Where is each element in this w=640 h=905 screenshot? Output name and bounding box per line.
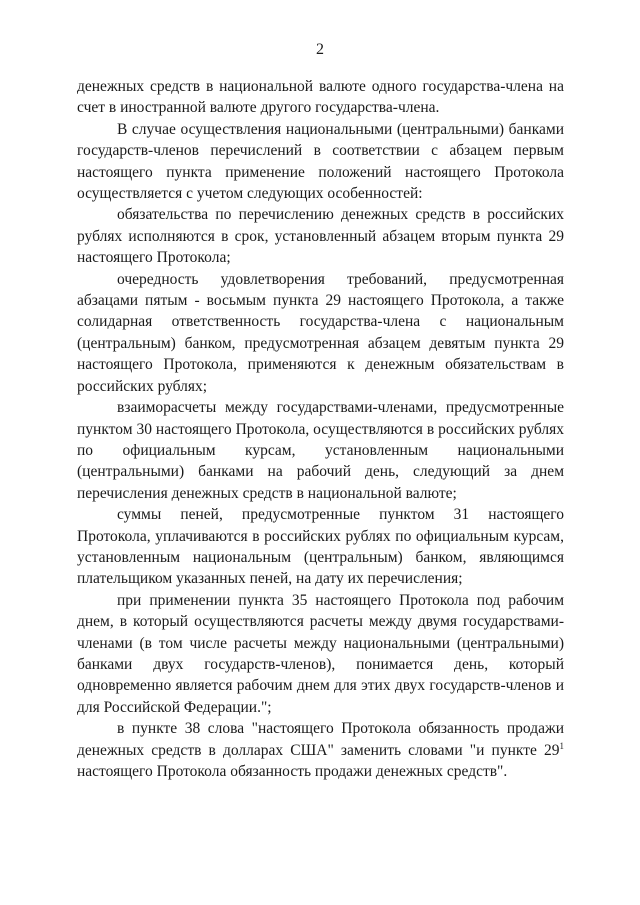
amendment-text-end: настоящего Протокола обязанность продажи денежных средств". bbox=[77, 763, 508, 780]
page-number: 2 bbox=[316, 41, 324, 58]
paragraph-item: при применении пункта 35 настоящего Протокола под рабочим днем, в который осуществляются расчеты между двумя государствами-членами (в том числе расчеты между национальными (центральными) банками двух государств-членов), понимается день, который одновременно является рабочим днем для этих двух государств-членов и для Российской Федерации."; bbox=[77, 591, 564, 716]
paragraph-intro: В случае осуществления национальными (центральными) банками государств-членов перечислений в соответствии с абзацем первым настоящего пункта применение положений настоящего Протокола осуществляется с учетом следующих особенностей: bbox=[77, 120, 564, 203]
paragraph-item: взаиморасчеты между государствами-членами, предусмотренные пунктом 30 настоящего Протокола, осуществляются в российских рублях по официальным курсам, установленным национальными (центральными) банками на рабочий день, следующий за днем перечисления денежных средств в национальной валюте; bbox=[77, 399, 564, 502]
paragraph-item: обязательства по перечислению денежных средств в российских рублях исполняются в срок, установленный абзацем вторым пункта 29 настоящего Протокола; bbox=[77, 206, 564, 267]
amendment-text-start: в пункте 38 слова "настоящего Протокола обязанность продажи денежных средств в долларах США" заменить словами "и пункте 29 bbox=[77, 720, 564, 759]
paragraph-item: очередность удовлетворения требований, предусмотренная абзацами пятым - восьмым пункта 29 настоящего Протокола, а также солидарная ответственность государства-члена с национальным (центральным) банком, предусмотренная абзацем девятым пункта 29 настоящего Протокола, применяются к денежным обязательствам в российских рублях; bbox=[77, 270, 564, 395]
document-body bbox=[77, 76, 564, 782]
paragraph-item: суммы пеней, предусмотренные пунктом 31 настоящего Протокола, уплачиваются в российских рублях по официальным курсам, установленным национальным (центральным) банком, являющимся плательщиком указанных пеней, на дату их перечисления; bbox=[77, 506, 564, 588]
paragraph-continuation: денежных средств в национальной валюте одного государства-члена на счет в иностранной валюте другого государства-члена. bbox=[77, 78, 564, 117]
superscript-index: 1 bbox=[559, 740, 564, 751]
paragraph-amendment bbox=[77, 718, 564, 782]
